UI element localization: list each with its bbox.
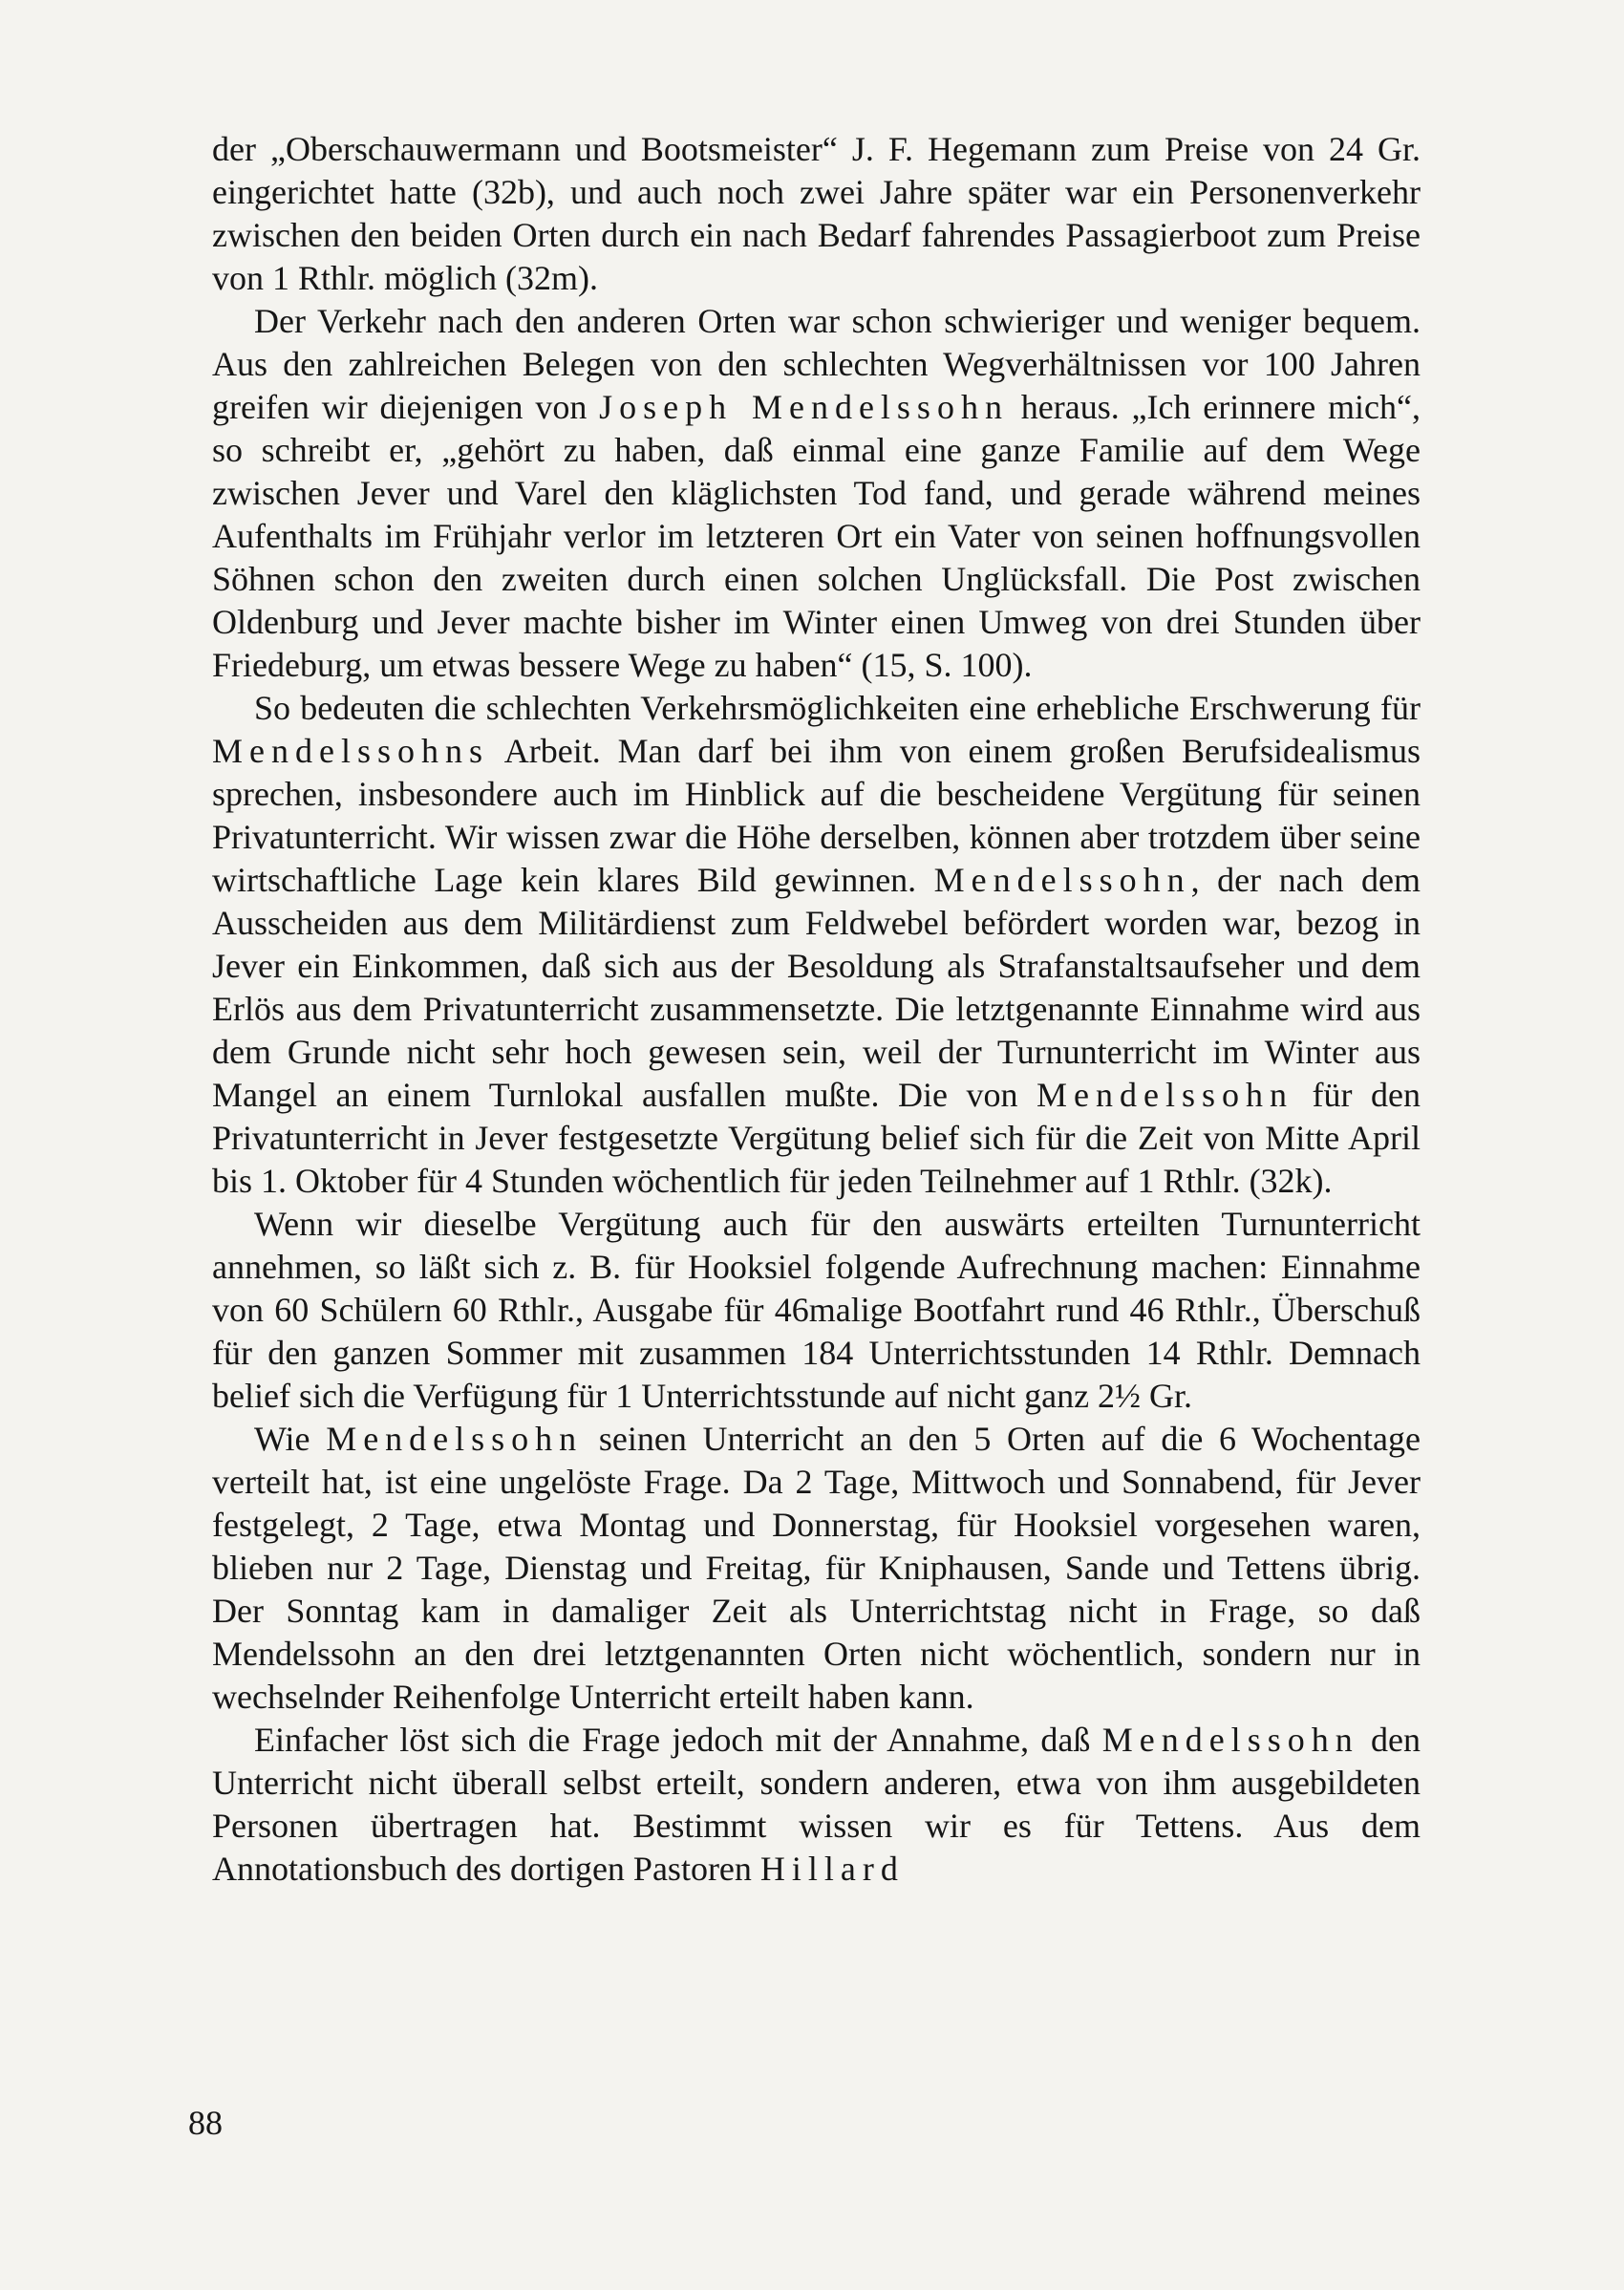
paragraph [212,687,1421,1203]
paragraph [212,300,1421,687]
text-run: , der nach dem Ausscheiden aus dem Militärdienst zum Feldwebel befördert worden war, bezog in Jever ein Einkommen, daß sich aus der Besoldung als Strafanstaltsaufseher und dem Erlös aus dem Privatunterricht zusammensetzte. Die letztgenannte Einnahme wird aus dem Grunde nicht sehr hoch gewesen sein, weil der Turnunterricht im Winter aus Mangel an einem Turnlokal ausfallen mußte. Die von [212,861,1421,1114]
paragraph [212,1418,1421,1719]
text-run: Wenn wir dieselbe Vergütung auch für den auswärts erteilten Turnunterricht annehmen, so läßt sich z. B. für Hooksiel folgende Aufrechnung machen: Einnahme von 60 Schülern 60 Rthlr., Ausgabe für 46malige Bootfahrt rund 46 Rthlr., Überschuß für den ganzen Sommer mit zusammen 184 Unterrichtsstunden 14 Rthlr. Demnach belief sich die Verfügung für 1 Unterrichtsstunde auf nicht ganz 2½ Gr. [212,1205,1421,1415]
paragraph [212,1719,1421,1891]
paragraph [212,128,1421,300]
spaced-name: Joseph Mendelssohn [599,388,1009,426]
text-run: heraus. „Ich erinnere mich“, so schreibt er, „gehört zu haben, daß einmal eine ganze Familie auf dem Wege zwischen Jever und Varel den kläglichsten Tod fand, und gerade während meines Aufenthalts im Frühjahr verlor im letzteren Ort ein Vater von seinen hoffnungsvollen Söhnen schon den zweiten durch einen solchen Unglücksfall. Die Post zwischen Oldenburg und Jever machte bisher im Winter einen Umweg von drei Stunden über Friedeburg, um etwas bessere Wege zu haben“ (15, S. 100). [212,388,1421,684]
spaced-name: Hillard [759,1850,905,1888]
spaced-name: Mendelssohn [1101,1721,1359,1759]
spaced-name: Mendelssohn [326,1420,584,1458]
text-run: den Unterricht nicht überall selbst erteilt, sondern anderen, etwa von ihm ausgebildeten Personen übertragen hat. Bestimmt wissen wir es für Tettens. Aus dem Annotationsbuch des dortigen Pastoren [212,1721,1421,1888]
text-run: Einfacher löst sich die Frage jedoch mit der Annahme, daß [254,1721,1102,1759]
text-run: Der Verkehr nach den anderen Orten war schon schwieriger und weniger bequem. Aus den zahlreichen Belegen von den schlechten Wegverhältnissen vor 100 Jahren greifen wir diejenigen von [212,302,1421,426]
text-run: Arbeit. Man darf bei ihm von einem großen Berufsidealismus sprechen, insbesondere auch im Hinblick auf die bescheidene Vergütung für seinen Privatunterricht. Wir wissen zwar die Höhe derselben, können aber trotzdem über seine wirtschaftliche Lage kein klares Bild gewinnen. [212,732,1421,899]
spaced-name: Mendelssohns [212,732,489,770]
page-number: 88 [188,2104,223,2142]
text-run: der „Oberschauwermann und Bootsmeister“ J. F. Hegemann zum Preise von 24 Gr. eingerichtet hatte (32b), und auch noch zwei Jahre später war ein Personenverkehr zwischen den beiden Orten durch ein nach Bedarf fahrendes Passagierboot zum Preise von 1 Rthlr. möglich (32m). [212,130,1421,297]
text-run: seinen Unterricht an den 5 Orten auf die 6 Wochentage verteilt hat, ist eine ungelöste Frage. Da 2 Tage, Mittwoch und Sonnabend, für Jever festgelegt, 2 Tage, etwa Montag und Donnerstag, für Hooksiel vorgesehen waren, blieben nur 2 Tage, Dienstag und Freitag, für Kniphausen, Sande und Tettens übrig. Der Sonntag kam in damaliger Zeit als Unterrichtstag nicht in Frage, so daß Mendelssohn an den drei letztgenannten Orten nicht wöchentlich, sondern nur in wechselnder Reihenfolge Unterricht erteilt haben kann. [212,1420,1421,1716]
spaced-name: Mendelssohn [1036,1076,1293,1114]
text-run: für den Privatunterricht in Jever festgesetzte Vergütung belief sich für die Zeit von Mitte April bis 1. Oktober für 4 Stunden wöchentlich für jeden Teilnehmer auf 1 Rthlr. (32k). [212,1076,1421,1200]
spaced-name: Mendelssohn [933,861,1191,899]
text-run: So bedeuten die schlechten Verkehrsmöglichkeiten eine erhebliche Erschwerung für [254,689,1421,727]
page-body [212,128,1421,1891]
text-run: Wie [254,1420,327,1458]
paragraph [212,1203,1421,1418]
